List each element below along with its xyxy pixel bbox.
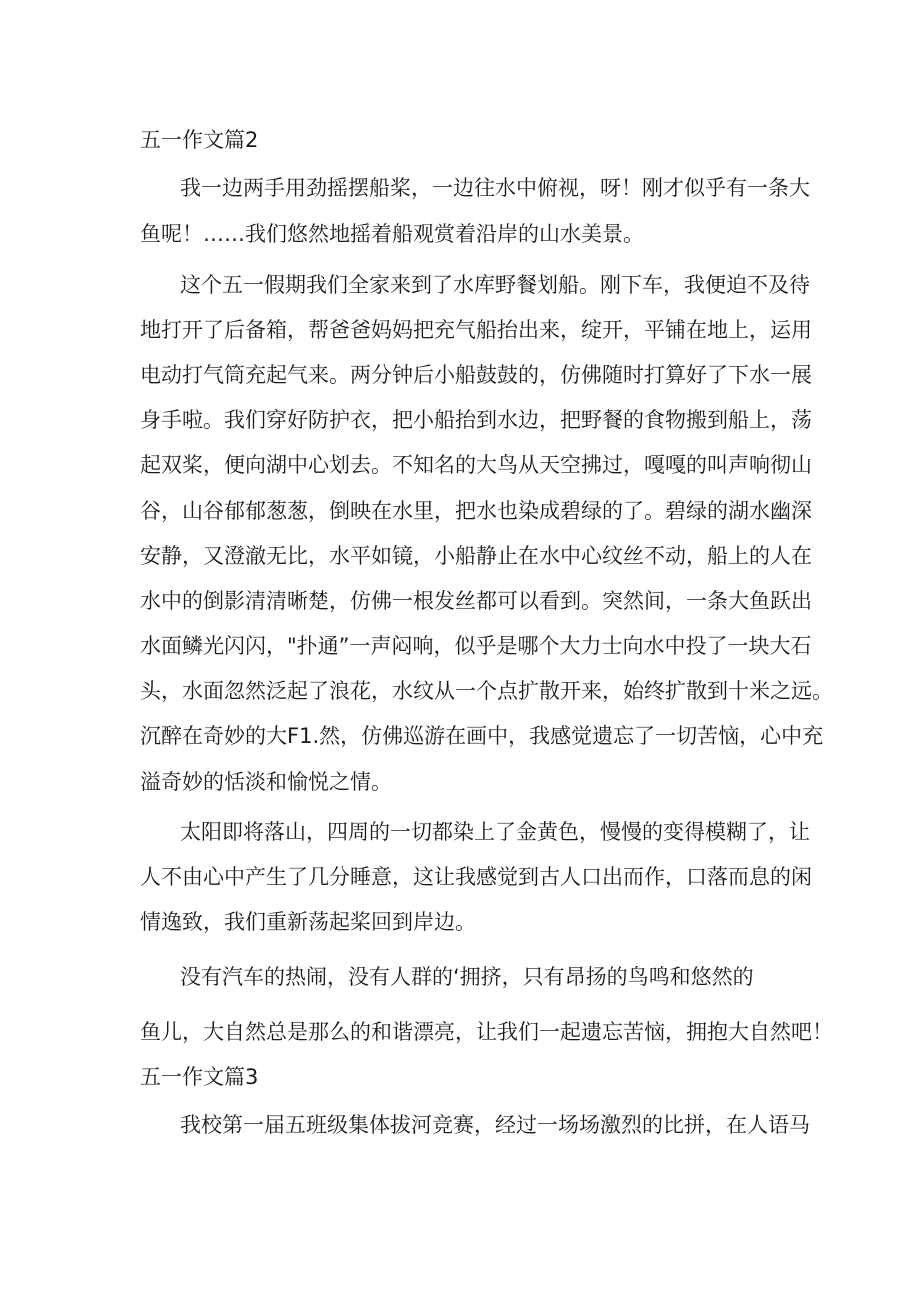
paragraph-line: 头，水面忽然泛起了浪花，水纹从一个点扩散开来，始终扩散到十米之远。 bbox=[140, 679, 833, 703]
paragraph-line: 我校第一届五班级集体拔河竞赛，经过一场场激烈的比拼，在人语马 bbox=[180, 1113, 810, 1137]
paragraph-line: 没有汽车的热闹，没有人群的‘拥挤，只有昂扬的鸟鸣和悠然的 bbox=[180, 965, 754, 989]
paragraph-line: 我一边两手用劲摇摆船桨，一边往水中俯视，呀！刚才似乎有一条大 bbox=[180, 176, 810, 200]
paragraph-line: 情逸致，我们重新荡起桨回到岸边。 bbox=[140, 910, 476, 934]
paragraph-line: 人不由心中产生了几分睡意，这让我感觉到古人口出而作，口落而息的闲 bbox=[140, 865, 812, 889]
paragraph-line: 鱼呢！……我们悠然地摇着船观赏着沿岸的山水美景。 bbox=[140, 222, 644, 246]
paragraph-line: 电动打气筒充起气来。两分钟后小船鼓鼓的，仿佛随时打算好了下水一展 bbox=[140, 363, 812, 387]
paragraph-line: 谷，山谷郁郁葱葱，倒映在水里，把水也染成碧绿的了。碧绿的湖水幽深 bbox=[140, 499, 812, 523]
paragraph-line: 水中的倒影清清晰楚，仿佛一根发丝都可以看到。突然间，一条大鱼跃出 bbox=[140, 589, 812, 613]
paragraph-line: 沉醉在奇妙的大F1.然，仿佛巡游在画中，我感觉遗忘了一切苦恼，心中充 bbox=[140, 724, 824, 748]
paragraph-line: 太阳即将落山，四周的一切都染上了金黄色，慢慢的变得模糊了，让 bbox=[180, 820, 810, 844]
paragraph-line: 起双桨，便向湖中心划去。不知名的大鸟从天空拂过，嘎嘎的叫声响彻山 bbox=[140, 453, 812, 477]
paragraph-line: 溢奇妙的恬淡和愉悦之情。 bbox=[140, 770, 392, 794]
paragraph-line: 这个五一假期我们全家来到了水库野餐划船。刚下车，我便迫不及待 bbox=[180, 273, 810, 297]
paragraph-line: 身手啦。我们穿好防护衣，把小船抬到水边，把野餐的食物搬到船上，荡 bbox=[140, 408, 812, 432]
paragraph-line: 水面鳞光闪闪，"扑通”一声闷响，似乎是哪个大力士向水中投了一块大石 bbox=[140, 634, 812, 658]
section-heading: 五一作文篇2 bbox=[140, 128, 259, 152]
section-heading: 五一作文篇3 bbox=[140, 1065, 259, 1089]
paragraph-line: 安静，又澄澈无比，水平如镜，小船静止在水中心纹丝不动，船上的人在 bbox=[140, 544, 812, 568]
paragraph-line: 地打开了后备箱，帮爸爸妈妈把充气船抬出来，绽开，平铺在地上，运用 bbox=[140, 318, 812, 342]
paragraph-line: 鱼儿，大自然总是那么的和谐漂亮，让我们一起遗忘苦恼，拥抱大自然吧！ bbox=[140, 1020, 833, 1044]
